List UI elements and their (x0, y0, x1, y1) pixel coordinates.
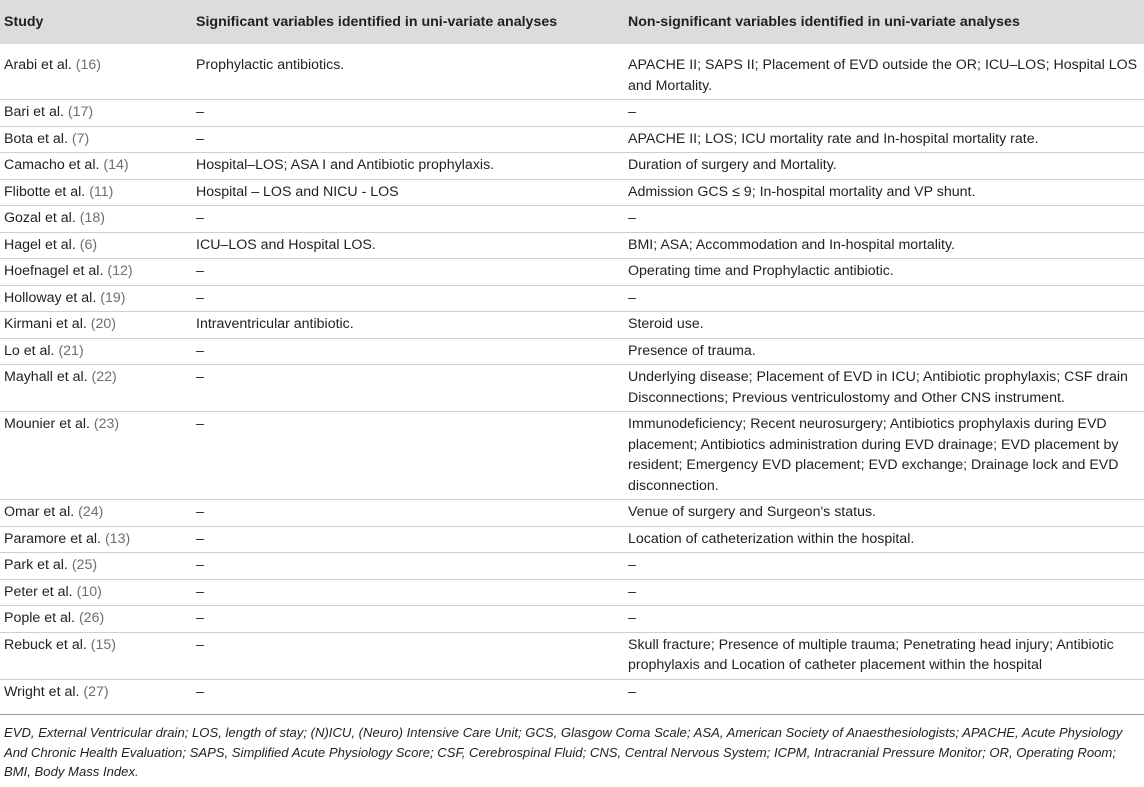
table-row (0, 338, 1144, 365)
study-cell (0, 500, 190, 527)
study-cell (0, 679, 190, 715)
study-reference-link[interactable]: (12) (107, 263, 133, 279)
table-row (0, 232, 1144, 259)
study-author: Hagel et al. (4, 236, 76, 253)
significant-cell: – (196, 369, 204, 385)
table-row (0, 365, 1144, 412)
study-reference-link[interactable]: (26) (78, 610, 105, 626)
study-author: Hoefnagel et al. (4, 263, 104, 279)
study-author: Camacho et al. (4, 157, 100, 173)
non-significant-cell: – (628, 683, 636, 700)
table-row (0, 579, 1144, 606)
study-cell (0, 259, 190, 286)
non-significant-cell: Operating time and Prophylactic antibiotic. (628, 263, 894, 279)
significant-cell: – (196, 530, 204, 547)
study-author: Mounier et al. (4, 416, 90, 432)
table-row (0, 44, 1144, 100)
study-author: Pople et al. (4, 610, 75, 626)
non-significant-cell: Duration of surgery and Mortality. (628, 157, 837, 173)
table-row (0, 100, 1144, 127)
study-reference-link[interactable]: (16) (75, 57, 102, 73)
study-author: Peter et al. (4, 583, 73, 600)
study-reference-link[interactable]: (14) (103, 157, 129, 173)
study-author: Gozal et al. (4, 210, 76, 226)
study-cell (0, 153, 190, 180)
study-cell (0, 179, 190, 206)
non-significant-cell: – (628, 557, 636, 573)
non-significant-cell: Location of catheterization within the hospital. (628, 530, 915, 547)
study-cell (0, 126, 190, 153)
significant-cell: – (196, 683, 204, 700)
non-significant-cell: Underlying disease; Placement of EVD in ICU; Antibiotic prophylaxis; CSF drain Disconnections; Previous ventriculostomy and Other CNS instrument. (628, 369, 1128, 406)
study-reference-link[interactable]: (19) (100, 289, 126, 306)
non-significant-cell: BMI; ASA; Accommodation and In-hospital mortality. (628, 236, 955, 253)
table-row (0, 606, 1144, 633)
header-row (0, 0, 1144, 44)
table-row (0, 206, 1144, 233)
non-significant-cell: APACHE II; LOS; ICU mortality rate and In-hospital mortality rate. (628, 130, 1039, 147)
header-non-significant: Non-significant variables identified in uni-variate analyses (628, 13, 1020, 30)
study-reference-link[interactable]: (20) (90, 316, 116, 332)
study-reference-link[interactable]: (7) (71, 130, 90, 147)
significant-cell: – (196, 504, 204, 520)
study-author: Lo et al. (4, 342, 55, 359)
study-reference-link[interactable]: (15) (90, 636, 116, 653)
study-reference-link[interactable]: (24) (78, 504, 104, 520)
study-author: Omar et al. (4, 504, 75, 520)
study-author: Park et al. (4, 557, 68, 573)
table-row (0, 553, 1144, 580)
table-row (0, 259, 1144, 286)
significant-cell: – (196, 130, 204, 147)
study-cell (0, 412, 190, 500)
table-row (0, 412, 1144, 500)
study-cell (0, 206, 190, 233)
table-header (0, 0, 1144, 44)
significant-cell: – (196, 583, 204, 600)
study-reference-link[interactable]: (25) (71, 557, 98, 573)
header-study: Study (4, 13, 44, 30)
study-cell (0, 579, 190, 606)
study-author: Bota et al. (4, 130, 68, 147)
header-significant: Significant variables identified in uni-variate analyses (196, 13, 558, 30)
study-cell (0, 606, 190, 633)
significant-cell: – (196, 636, 204, 653)
significant-cell: Hospital–LOS; ASA I and Antibiotic prophylaxis. (196, 157, 495, 173)
significant-cell: – (196, 557, 204, 573)
non-significant-cell: Skull fracture; Presence of multiple trauma; Penetrating head injury; Antibiotic prophylaxis and Location of catheter placement within the hospital (628, 636, 1114, 673)
significant-cell: – (196, 342, 204, 359)
study-author: Flibotte et al. (4, 183, 86, 200)
study-reference-link[interactable]: (23) (93, 416, 120, 432)
study-reference-link[interactable]: (11) (89, 183, 114, 200)
table-footnote: EVD, External Ventricular drain; LOS, length of stay; (N)ICU, (Neuro) Intensive Care Unit; GCS, Glasgow Coma Scale; ASA, American Society of Anaesthesiologists; APACHE, Acute Physiology And Chronic Health Evaluation; SAPS, Simplified Acute Physiology Score; CSF, Cerebrospinal Fluid; CNS, Central Nervous System; ICPM, Intracranial Pressure Monitor; OR, Operating Room; BMI, Body Mass Index. (4, 725, 1123, 779)
table-row (0, 126, 1144, 153)
non-significant-cell: Venue of surgery and Surgeon's status. (628, 504, 876, 520)
study-reference-link[interactable]: (6) (79, 236, 98, 253)
non-significant-cell: Steroid use. (628, 316, 704, 332)
study-cell (0, 312, 190, 339)
table-row (0, 632, 1144, 679)
study-cell (0, 44, 190, 100)
study-author: Bari et al. (4, 104, 64, 120)
significant-cell: – (196, 104, 204, 120)
study-author: Kirmani et al. (4, 316, 87, 332)
table-row (0, 285, 1144, 312)
non-significant-cell: – (628, 104, 636, 120)
study-cell (0, 365, 190, 412)
table-row (0, 679, 1144, 715)
study-reference-link[interactable]: (27) (83, 683, 109, 700)
significant-cell: – (196, 263, 204, 279)
study-cell (0, 553, 190, 580)
study-cell (0, 338, 190, 365)
study-reference-link[interactable]: (13) (104, 530, 131, 547)
study-cell (0, 632, 190, 679)
non-significant-cell: APACHE II; SAPS II; Placement of EVD outside the OR; ICU–LOS; Hospital LOS and Mortality. (628, 57, 1138, 94)
study-cell (0, 100, 190, 127)
study-author: Arabi et al. (4, 57, 72, 73)
table-row (0, 179, 1144, 206)
non-significant-cell: – (628, 583, 636, 600)
study-author: Mayhall et al. (4, 369, 88, 385)
significant-cell: ICU–LOS and Hospital LOS. (196, 236, 376, 253)
table-row (0, 526, 1144, 553)
significant-cell: Intraventricular antibiotic. (196, 316, 354, 332)
study-author: Wright et al. (4, 683, 80, 700)
study-author: Rebuck et al. (4, 636, 87, 653)
study-cell (0, 526, 190, 553)
significant-cell: Prophylactic antibiotics. (196, 57, 345, 73)
non-significant-cell: Immunodeficiency; Recent neurosurgery; Antibiotics prophylaxis during EVD placement; Antibiotics administration during EVD drainage; EVD placement by resident; Emergency EVD placement; EVD exchange; Drainage lock and EVD disconnection. (628, 416, 1119, 494)
study-author: Paramore et al. (4, 530, 101, 547)
non-significant-cell: Presence of trauma. (628, 342, 756, 359)
study-cell (0, 285, 190, 312)
non-significant-cell: Admission GCS ≤ 9; In-hospital mortality and VP shunt. (628, 183, 976, 200)
significant-cell: Hospital – LOS and NICU - LOS (196, 183, 399, 200)
non-significant-cell: – (628, 610, 636, 626)
table-body (0, 44, 1144, 715)
significant-cell: – (196, 416, 204, 432)
study-cell (0, 232, 190, 259)
table-row (0, 153, 1144, 180)
non-significant-cell: – (628, 289, 636, 306)
study-reference-link[interactable]: (21) (58, 342, 84, 359)
study-reference-link[interactable]: (17) (67, 104, 94, 120)
table-row (0, 500, 1144, 527)
significant-cell: – (196, 610, 204, 626)
table-row (0, 312, 1144, 339)
non-significant-cell: – (628, 210, 636, 226)
significant-cell: – (196, 210, 204, 226)
study-reference-link[interactable]: (22) (91, 369, 117, 385)
significant-cell: – (196, 289, 204, 306)
study-reference-link[interactable]: (10) (76, 583, 102, 600)
study-author: Holloway et al. (4, 289, 97, 306)
study-reference-link[interactable]: (18) (79, 210, 105, 226)
